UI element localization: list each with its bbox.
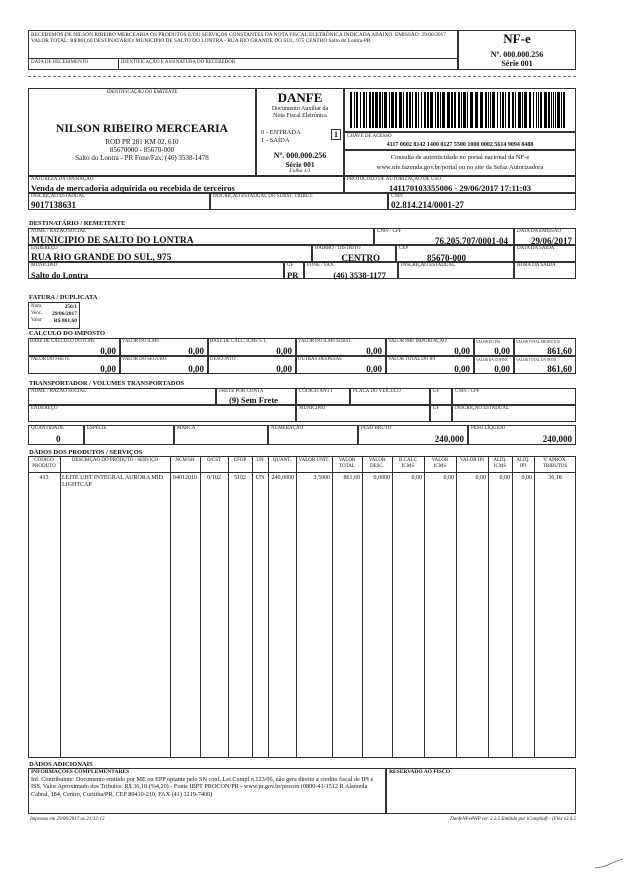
transp-antt-label: CÓDIGO ANTT bbox=[299, 389, 333, 394]
dest-emissao-value: 29/06/2017 bbox=[530, 236, 572, 246]
imposto-cell-label: DESCONTO bbox=[210, 357, 236, 362]
danfe-subtitle2: Nota Fiscal Eletrônica bbox=[273, 113, 327, 119]
barcode-bar bbox=[379, 92, 381, 128]
barcode-bar bbox=[512, 92, 514, 128]
produtos-header-cell: B.CÁLC ICMS bbox=[399, 458, 417, 469]
produtos-col-divider bbox=[392, 456, 393, 758]
cnpj-emitente-label: CNPJ bbox=[391, 194, 403, 199]
barcode-bar bbox=[548, 92, 550, 128]
barcode-bar bbox=[475, 92, 478, 128]
barcode-bar bbox=[492, 92, 495, 128]
barcode-bar bbox=[369, 92, 371, 128]
dest-endereco-value: RUA RIO GRANDE DO SUL, 975 bbox=[31, 253, 172, 263]
dest-endereco-label: ENDEREÇO bbox=[31, 246, 58, 251]
barcode-bar bbox=[403, 92, 404, 128]
barcode-bar bbox=[553, 92, 554, 128]
identificacao-recebedor-label: IDENTIFICAÇÃO E ASSINATURA DO RECEBEDOR bbox=[121, 60, 236, 65]
produtos-header-cell: VALOR DESC. bbox=[368, 458, 386, 469]
imposto-cell-value: 0,00 bbox=[100, 346, 116, 356]
imposto-cell-value: 0,00 bbox=[188, 346, 204, 356]
footer-software: DanfeNFePHP ver. 2.2.5 Emitido por iCompSoft - (Flex v3.4.5 bbox=[450, 817, 576, 822]
danfe-entrada: 0 - ENTRADA bbox=[261, 129, 301, 136]
fatura-num-label: Num. bbox=[31, 304, 43, 309]
barcode-bar bbox=[544, 92, 547, 128]
dest-saida-label: DATA DA SAÍDA bbox=[517, 246, 555, 251]
dest-fone-value: (46) 3538-1177 bbox=[333, 270, 386, 280]
barcode-bar bbox=[497, 92, 498, 128]
transp-especie-label: ESPÉCIE bbox=[87, 426, 107, 431]
transp-peso-liquido-label: PESO LÍQUIDO bbox=[471, 426, 506, 431]
protocolo-value: 141170103355006 - 29/06/2017 17:11:03 bbox=[389, 183, 531, 193]
produtos-col-divider bbox=[252, 456, 253, 758]
canhoto-text: RECEBEMOS DE NILSON RIBEIRO MERCEARIA OS PRODUTOS E/OU SERVIÇOS CONSTANTES DA NOTA FISCAL ELETRÔNICA INDICADA ABAIXO. EMISSÃO: 29/06/2017 VALOR TOTAL: R$ 861,60 DESTINATÁRIO: MUNICIPIO DE SALTO DO LONTRA - RUA RIO GRANDE DO SUL, 975 CENTRO Salto do Lontra-PR bbox=[31, 32, 447, 45]
imposto-cell-value: 861,60 bbox=[547, 346, 572, 356]
protocolo-label: PROTOCOLO DE AUTORIZAÇÃO DE USO bbox=[347, 177, 441, 182]
barcode-bar bbox=[490, 92, 491, 128]
info-text: Inf. Contribuinte: Documento emitido por ME ou EPP optante pelo SN conf. Lei Compl n.123/06, não gera direito a credito fiscal de IPI e ISS. Valor Aproximado dos Tributos: R$ 36,18 (%4,20) - Fonte IBPT PROCON/PR - www.pr.gov.br/procon (0800-41-1512 R Alameda Cabral, 184, Centro, Curitiba/PR, CEP 80410-210, FAX (41) 3219-7400) bbox=[31, 776, 374, 798]
barcode-bar bbox=[372, 92, 374, 128]
imposto-cell-value: 0,00 bbox=[494, 346, 510, 356]
produtos-header-cell: ALÍQ. IPI bbox=[516, 458, 530, 469]
barcode-bar bbox=[538, 92, 539, 128]
imposto-cell-value: 0,00 bbox=[454, 346, 470, 356]
barcode-bar bbox=[366, 92, 367, 128]
barcode-bar bbox=[424, 92, 426, 128]
dest-emissao-label: DATA DA EMISSÃO bbox=[517, 229, 562, 234]
barcode-bar bbox=[480, 92, 483, 128]
barcode bbox=[350, 92, 570, 128]
emitente-endereco2: 85670000 - 85670-000 bbox=[109, 146, 175, 154]
produto-cell: 36,18 bbox=[548, 475, 562, 481]
fisco-label: RESERVADO AO FISCO bbox=[389, 769, 451, 775]
produto-cell: UN bbox=[255, 475, 265, 481]
barcode-bar bbox=[430, 92, 433, 128]
imposto-cell-value: 0,00 bbox=[276, 364, 292, 374]
produto-cell: 0/102 bbox=[207, 475, 221, 481]
produtos-header-cell: V. APROX. TRIBUTOS bbox=[542, 458, 568, 469]
produtos-header-cell: NCM/SH bbox=[175, 458, 195, 463]
barcode-bar bbox=[406, 92, 408, 128]
produtos-col-divider bbox=[170, 456, 171, 758]
barcode-bar bbox=[529, 92, 531, 128]
barcode-bar bbox=[522, 92, 523, 128]
dest-cnpj-value: 76.205.707/0001-04 bbox=[435, 236, 508, 246]
produto-cell: 5102 bbox=[234, 475, 246, 481]
produtos-header-cell: CÓDIGO PRODUTO bbox=[32, 458, 56, 469]
consulta-text2: www.nfe.fazenda.gov.br/portal ou no site da Sefaz Autorizadora bbox=[376, 164, 544, 171]
imposto-cell-value: 0,00 bbox=[276, 346, 292, 356]
cut-line bbox=[28, 76, 576, 77]
transp-frete-label: FRETE POR CONTA bbox=[219, 389, 264, 394]
imposto-cell-label: VALOR DO ICMS SUBST. bbox=[298, 339, 352, 344]
dest-fone-label: FONE / FAX bbox=[307, 263, 334, 268]
transp-qtd-value: 0 bbox=[56, 434, 61, 444]
barcode-bar bbox=[363, 92, 365, 128]
dest-uf-label: UF bbox=[287, 263, 294, 268]
transp-peso-liquido-value: 240,000 bbox=[542, 434, 572, 444]
dest-uf-value: PR bbox=[287, 270, 299, 280]
barcode-bar bbox=[442, 92, 445, 128]
produtos-col-divider bbox=[60, 456, 61, 758]
produtos-col-divider bbox=[268, 456, 269, 758]
imposto-cell-label: VALOR DO PIS bbox=[476, 340, 501, 344]
dest-nome-value: MUNICIPIO DE SALTO DO LONTRA bbox=[31, 236, 194, 246]
dest-bairro-label: BAIRRO / DISTRITO bbox=[315, 246, 361, 251]
pen-mark bbox=[594, 858, 624, 870]
canhoto-divider-v bbox=[118, 58, 119, 70]
produtos-header-cell: VALOR UNIT. bbox=[298, 458, 330, 463]
produtos-header-cell: CFOP bbox=[233, 458, 247, 463]
imposto-cell-label: VALOR TOTAL PRODUTOS bbox=[516, 340, 560, 344]
emitente-nome: NILSON RIBEIRO MERCEARIA bbox=[56, 123, 228, 135]
imposto-cell-label: OUTRAS DESPESAS bbox=[298, 357, 342, 362]
dest-municipio-label: MUNICÍPIO bbox=[31, 263, 58, 268]
imposto-cell-label: BASE DE CÁLCULO DO ICMS bbox=[30, 339, 95, 344]
barcode-bar bbox=[463, 92, 466, 128]
produtos-header-cell: UN bbox=[256, 458, 264, 463]
produtos-header-cell: DESCRIÇÃO DO PRODUTO / SERVIÇO bbox=[71, 458, 159, 463]
transp-uf2-label: UF bbox=[433, 406, 440, 411]
produtos-header-cell: O/CST bbox=[206, 458, 222, 463]
produtos-header-divider bbox=[28, 472, 576, 473]
transp-placa-label: PLACA DO VEÍCULO bbox=[353, 389, 401, 394]
canhoto-nfe-numero: Nº. 000.000.256 bbox=[490, 50, 544, 59]
danfe-saida: 1 - SAÍDA bbox=[261, 137, 290, 144]
transp-razao-label: NOME / RAZÃO SOCIAL bbox=[31, 389, 87, 394]
produtos-table bbox=[28, 456, 576, 758]
produto-descricao: LEITE UHT INTEGRAL AURORA MID LIGHTCAP bbox=[62, 475, 163, 488]
consulta-text1: Consulta de autenticidade no portal nacional da NF-e bbox=[390, 154, 530, 161]
barcode-bar bbox=[399, 92, 402, 128]
fatura-venc-label: Venc. bbox=[31, 311, 43, 316]
barcode-bar bbox=[354, 92, 355, 128]
produto-cell: 04012010 bbox=[173, 475, 197, 481]
produtos-header-cell: ALÍQ. ICMS bbox=[493, 458, 507, 469]
transp-endereco-label: ENDEREÇO bbox=[31, 406, 58, 411]
fatura-section-title: FATURA / DUPLICATA bbox=[29, 294, 98, 301]
barcode-bar bbox=[505, 92, 506, 128]
fatura-num-value: 256/1 bbox=[64, 304, 77, 310]
barcode-bar bbox=[502, 92, 504, 128]
natureza-value: Venda de mercadoria adquirida ou recebida de terceiros bbox=[31, 183, 235, 193]
barcode-bar bbox=[515, 92, 516, 128]
produto-cell: 0,00 bbox=[475, 475, 486, 481]
barcode-bar bbox=[470, 92, 473, 128]
imposto-cell-value: 0,00 bbox=[188, 364, 204, 374]
transp-numeracao-label: NUMERAÇÃO bbox=[271, 426, 304, 431]
barcode-bar bbox=[488, 92, 489, 128]
produtos-col-divider bbox=[424, 456, 425, 758]
produtos-col-divider bbox=[512, 456, 513, 758]
imposto-cell-label: VALOR DA COFINS bbox=[476, 358, 508, 362]
barcode-bar bbox=[540, 92, 542, 128]
barcode-bar bbox=[350, 92, 352, 128]
produto-cell: 0,00 bbox=[411, 475, 422, 481]
imposto-cell-value: 0,00 bbox=[366, 364, 382, 374]
barcode-bar bbox=[536, 92, 537, 128]
barcode-bar bbox=[533, 92, 534, 128]
fatura-valor-value: R$ 861,60 bbox=[53, 318, 77, 324]
canhoto-nfe-title: NF-e bbox=[503, 31, 531, 46]
produtos-col-divider bbox=[534, 456, 535, 758]
transp-endereco-box bbox=[28, 405, 296, 422]
imposto-cell-value: 861,60 bbox=[547, 364, 572, 374]
produtos-header-cell: VALOR TOTAL bbox=[338, 458, 356, 469]
imposto-cell-label: VALOR TOTAL DO IPI bbox=[388, 357, 436, 362]
dest-nome-label: NOME / RAZÃO SOCIAL bbox=[31, 229, 87, 234]
transportador-section-title: TRANSPORTADOR / VOLUMES TRANSPORTADOS bbox=[29, 380, 185, 387]
data-recebimento-label: DATA DE RECEBIMENTO bbox=[31, 60, 89, 65]
imposto-cell-label: VALOR TOTAL DA NOTA bbox=[516, 358, 557, 362]
barcode-bar bbox=[382, 92, 383, 128]
footer-printed: Impresso em 29/06/2017 as 21:32:12 bbox=[30, 817, 105, 822]
fatura-valor-label: Valor bbox=[31, 318, 42, 323]
barcode-bar bbox=[415, 92, 417, 128]
produtos-col-divider bbox=[362, 456, 363, 758]
transp-municipio-label: MUNICÍPIO bbox=[299, 406, 326, 411]
barcode-bar bbox=[360, 92, 361, 128]
imposto-cell-label: VALOR DO ICMS bbox=[122, 339, 159, 344]
barcode-bar bbox=[447, 92, 450, 128]
ie-label: INSCRIÇÃO ESTADUAL bbox=[31, 194, 86, 199]
barcode-bar bbox=[395, 92, 397, 128]
dest-cep-value: 85670-000 bbox=[427, 253, 466, 263]
barcode-bar bbox=[427, 92, 429, 128]
produto-cell: 0,00 bbox=[521, 475, 532, 481]
cnpj-emitente-value: 02.814.214/0001-27 bbox=[391, 200, 464, 210]
barcode-bar bbox=[458, 92, 460, 128]
produtos-header-cell: VALOR ICMS bbox=[431, 458, 449, 469]
produtos-header-cell: VALOR IPI bbox=[460, 458, 484, 463]
dest-bairro-value: CENTRO bbox=[341, 253, 380, 263]
barcode-bar bbox=[435, 92, 436, 128]
barcode-bar bbox=[563, 92, 565, 128]
natureza-label: NATUREZA DA OPERAÇÃO bbox=[31, 177, 94, 182]
emitente-endereco3: Salto do Lontra - PR Fone/Fax: (46) 3538-1478 bbox=[75, 154, 209, 162]
transp-peso-bruto-value: 240,000 bbox=[434, 434, 464, 444]
produtos-col-divider bbox=[488, 456, 489, 758]
barcode-bar bbox=[561, 92, 562, 128]
transp-frete-value: (9) Sem Frete bbox=[229, 395, 278, 405]
barcode-bar bbox=[518, 92, 521, 128]
canhoto-divider bbox=[28, 58, 458, 59]
ie-st-label: INSCRIÇÃO ESTADUAL DO SUBST. TRIBUT. bbox=[213, 194, 314, 199]
imposto-cell-value: 0,00 bbox=[366, 346, 382, 356]
imposto-cell-label: VALOR DO FRETE bbox=[30, 357, 70, 362]
barcode-bar bbox=[421, 92, 422, 128]
transp-uf-label: UF bbox=[433, 389, 440, 394]
barcode-bar bbox=[384, 92, 387, 128]
emitente-header: IDENTIFICAÇÃO DO EMITENTE bbox=[106, 90, 178, 95]
barcode-bar bbox=[391, 92, 394, 128]
barcode-bar bbox=[524, 92, 527, 128]
barcode-bar bbox=[551, 92, 552, 128]
barcode-bar bbox=[454, 92, 456, 128]
produtos-section-title: DADOS DOS PRODUTOS / SERVIÇOS bbox=[29, 449, 143, 456]
dest-cnpj-label: CNPJ / CPF bbox=[377, 229, 402, 234]
barcode-bar bbox=[437, 92, 439, 128]
info-label: INFORMAÇÕES COMPLEMENTARES bbox=[31, 769, 130, 775]
destinatario-section-title: DESTINATÁRIO / REMETENTE bbox=[29, 220, 126, 227]
imposto-section-title: CÁLCULO DO IMPOSTO bbox=[29, 330, 106, 337]
barcode-bar bbox=[375, 92, 378, 128]
produtos-header-cell: QUANT. bbox=[272, 458, 292, 463]
produto-cell: 413 bbox=[39, 475, 49, 481]
chave-value: 4117 0602 8142 1400 0127 5500 1000 0002 5614 9094 8488 bbox=[386, 142, 534, 148]
imposto-cell-label: VALOR DO SEGURO bbox=[122, 357, 167, 362]
adicionais-section-title: DADOS ADICIONAIS bbox=[29, 761, 93, 768]
transp-peso-bruto-label: PESO BRUTO bbox=[361, 426, 392, 431]
barcode-bar bbox=[557, 92, 560, 128]
danfe-folha: Folha 1/1 bbox=[289, 168, 311, 174]
emitente-endereco1: ROD PR 281 KM 02, 610 bbox=[105, 138, 179, 146]
produtos-col-divider bbox=[200, 456, 201, 758]
imposto-cell-value: 0,00 bbox=[454, 364, 470, 374]
barcode-bar bbox=[356, 92, 358, 128]
barcode-bar bbox=[500, 92, 501, 128]
produtos-col-divider bbox=[228, 456, 229, 758]
barcode-bar bbox=[555, 92, 556, 128]
produtos-col-divider bbox=[332, 456, 333, 758]
imposto-cell-value: 0,00 bbox=[494, 364, 510, 374]
barcode-bar bbox=[467, 92, 468, 128]
dest-hora-label: HORA DA SAÍDA bbox=[517, 263, 556, 268]
barcode-bar bbox=[418, 92, 419, 128]
imposto-cell-value: 0,00 bbox=[100, 364, 116, 374]
imposto-cell-label: VALOR IMP. IMPORTAÇÃO bbox=[388, 339, 447, 344]
produtos-col-divider bbox=[296, 456, 297, 758]
dest-cep-label: CEP bbox=[399, 246, 409, 251]
imposto-cell-label: BASE DE CÁLC. ICMS S.T. bbox=[210, 339, 267, 344]
barcode-bar bbox=[485, 92, 487, 128]
danfe-title: DANFE bbox=[277, 90, 323, 105]
dest-ie-label: INSCRIÇÃO ESTADUAL bbox=[401, 263, 456, 268]
barcode-bar bbox=[461, 92, 462, 128]
danfe-tipo: 1 bbox=[331, 129, 341, 140]
transp-cnpj-label: CNPJ / CPF bbox=[455, 389, 480, 394]
produtos-col-divider bbox=[456, 456, 457, 758]
danfe-subtitle1: Documento Auxiliar da bbox=[271, 106, 329, 112]
barcode-bar bbox=[409, 92, 411, 128]
barcode-bar bbox=[440, 92, 441, 128]
chave-label: CHAVE DE ACESSO bbox=[347, 134, 392, 139]
ie-value: 9017138631 bbox=[31, 200, 76, 210]
produto-cell: 0,0000 bbox=[373, 475, 390, 481]
barcode-bar bbox=[389, 92, 390, 128]
danfe-serie: Série 001 bbox=[285, 160, 315, 169]
produto-cell: 240,0000 bbox=[271, 475, 294, 481]
produto-cell: 0,00 bbox=[443, 475, 454, 481]
fatura-venc-value: 29/06/2017 bbox=[51, 311, 77, 317]
produto-cell: 0,00 bbox=[499, 475, 510, 481]
canhoto-nfe-serie: Série 001 bbox=[501, 59, 533, 68]
barcode-bar bbox=[451, 92, 453, 128]
dest-municipio-value: Salto do Lontra bbox=[31, 270, 89, 280]
barcode-bar bbox=[508, 92, 510, 128]
danfe-numero: Nº. 000.000.256 bbox=[273, 151, 327, 160]
produto-cell: 861,60 bbox=[343, 475, 360, 481]
transp-ie-label: INSCRIÇÃO ESTADUAL bbox=[455, 406, 510, 411]
barcode-bar bbox=[412, 92, 413, 128]
transp-qtd-label: QUANTIDADE bbox=[31, 426, 65, 431]
produto-cell: 3,5900 bbox=[313, 475, 330, 481]
transp-marca-label: MARCA bbox=[177, 426, 196, 431]
